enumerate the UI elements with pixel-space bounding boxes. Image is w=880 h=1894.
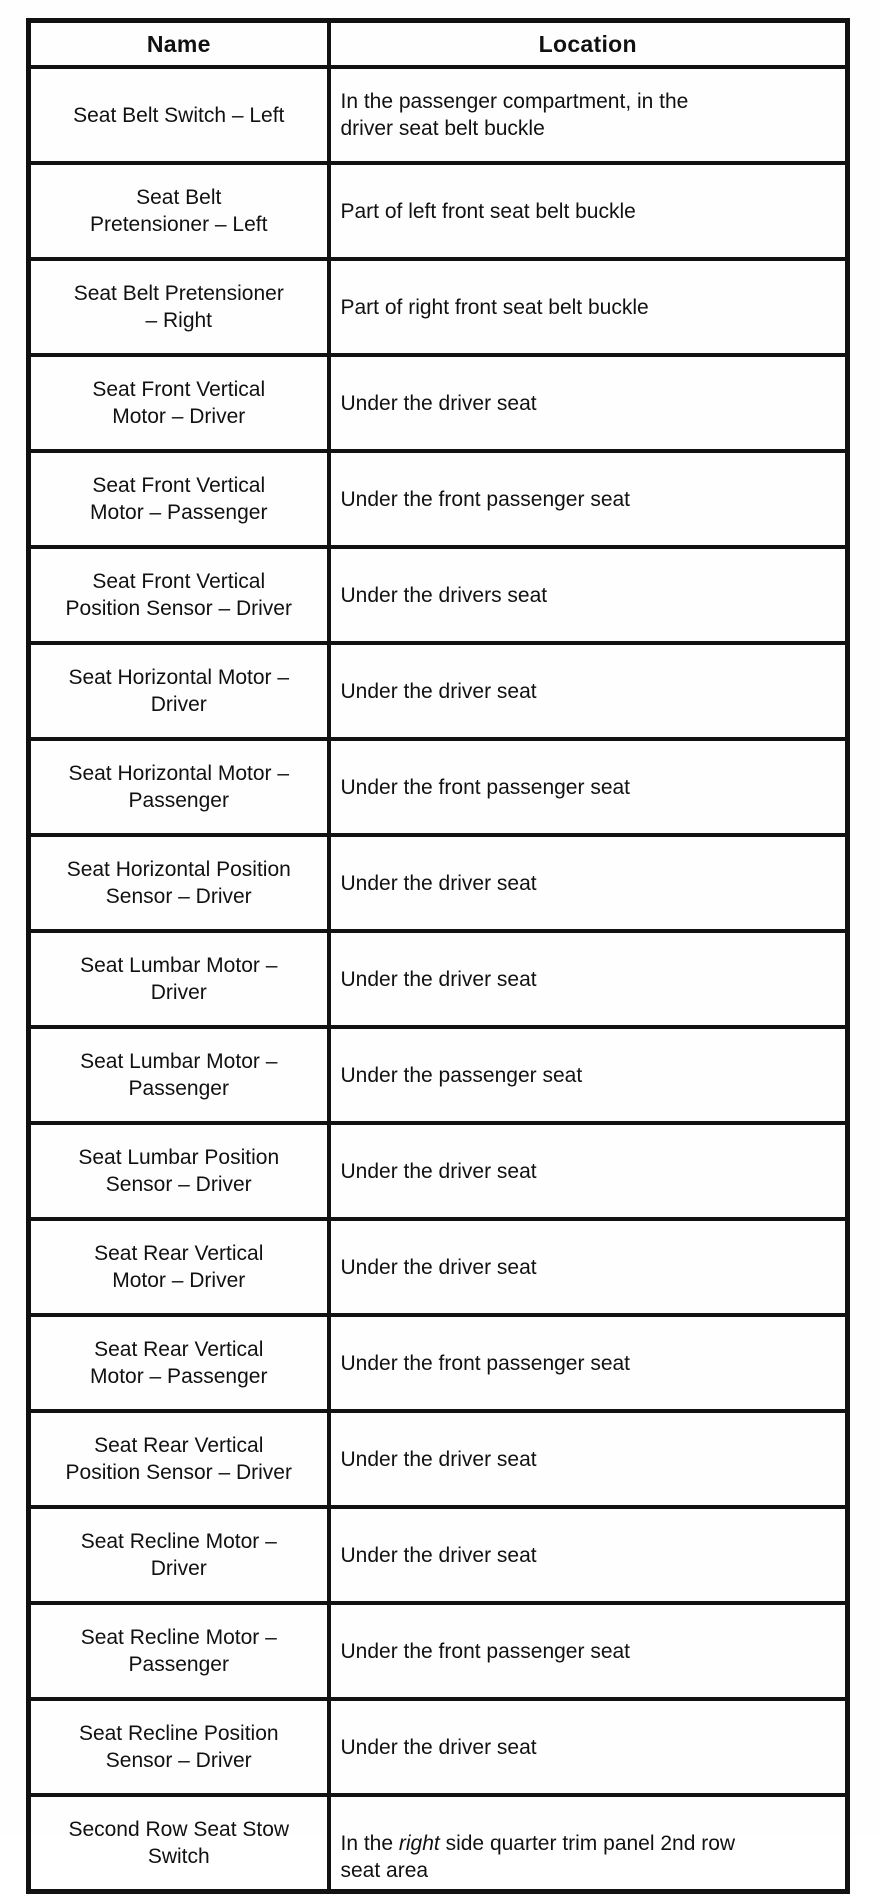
component-location-table <box>26 18 850 1894</box>
component-location-cell <box>329 1795 848 1892</box>
table-row <box>29 1603 848 1699</box>
table-row <box>29 739 848 835</box>
component-name-cell: Seat Lumbar Motor – Passenger <box>29 1027 329 1123</box>
table-row <box>29 547 848 643</box>
component-name-cell: Seat Belt Pretensioner – Left <box>29 163 329 259</box>
component-name-cell: Seat Recline Motor – Passenger <box>29 1603 329 1699</box>
table-row <box>29 163 848 259</box>
table-row <box>29 1795 848 1892</box>
column-header-name: Name <box>29 21 329 68</box>
table-row <box>29 355 848 451</box>
component-location-cell: Part of left front seat belt buckle <box>329 163 848 259</box>
component-name-cell: Seat Front Vertical Motor – Driver <box>29 355 329 451</box>
component-name-cell: Seat Lumbar Motor – Driver <box>29 931 329 1027</box>
component-name-cell: Seat Rear Vertical Motor – Driver <box>29 1219 329 1315</box>
component-location-cell: Under the front passenger seat <box>329 1315 848 1411</box>
table-row <box>29 643 848 739</box>
location-text-part: side quarter trim panel 2nd row seat area <box>340 1831 736 1882</box>
component-name-cell: Seat Horizontal Position Sensor – Driver <box>29 835 329 931</box>
header-row <box>29 21 848 68</box>
component-location-cell: Under the front passenger seat <box>329 451 848 547</box>
table-row <box>29 931 848 1027</box>
component-location-cell: Under the driver seat <box>329 355 848 451</box>
component-name-cell: Seat Recline Motor – Driver <box>29 1507 329 1603</box>
component-name-cell: Seat Rear Vertical Motor – Passenger <box>29 1315 329 1411</box>
component-name-cell: Seat Belt Switch – Left <box>29 67 329 163</box>
column-header-location: Location <box>329 21 848 68</box>
table-row <box>29 1219 848 1315</box>
location-text-part: In the <box>340 1831 399 1855</box>
component-name-cell: Seat Front Vertical Motor – Passenger <box>29 451 329 547</box>
component-name-cell: Seat Horizontal Motor – Passenger <box>29 739 329 835</box>
table-row <box>29 1699 848 1795</box>
table-row <box>29 451 848 547</box>
table-row <box>29 1507 848 1603</box>
table-row <box>29 259 848 355</box>
component-name-cell: Seat Front Vertical Position Sensor – Driver <box>29 547 329 643</box>
component-location-cell: Part of right front seat belt buckle <box>329 259 848 355</box>
component-name-cell: Seat Recline Position Sensor – Driver <box>29 1699 329 1795</box>
table-row <box>29 835 848 931</box>
component-location-cell: Under the drivers seat <box>329 547 848 643</box>
component-name-cell: Seat Lumbar Position Sensor – Driver <box>29 1123 329 1219</box>
component-location-cell: Under the driver seat <box>329 1699 848 1795</box>
table-row <box>29 1027 848 1123</box>
component-location-cell: Under the driver seat <box>329 643 848 739</box>
table-row <box>29 67 848 163</box>
component-location-cell: Under the passenger seat <box>329 1027 848 1123</box>
location-italic-word: right <box>398 1831 440 1855</box>
component-name-cell: Seat Belt Pretensioner – Right <box>29 259 329 355</box>
component-location-cell: Under the front passenger seat <box>329 1603 848 1699</box>
component-name-cell: Second Row Seat Stow Switch <box>29 1795 329 1892</box>
component-name-cell: Seat Rear Vertical Position Sensor – Driver <box>29 1411 329 1507</box>
component-location-cell: Under the front passenger seat <box>329 739 848 835</box>
component-location-cell: Under the driver seat <box>329 1507 848 1603</box>
table-row <box>29 1123 848 1219</box>
table-row <box>29 1411 848 1507</box>
component-location-cell: Under the driver seat <box>329 835 848 931</box>
component-location-cell: Under the driver seat <box>329 1219 848 1315</box>
component-name-cell: Seat Horizontal Motor – Driver <box>29 643 329 739</box>
component-location-cell: Under the driver seat <box>329 931 848 1027</box>
component-location-cell: Under the driver seat <box>329 1411 848 1507</box>
component-location-cell: In the passenger compartment, in the driver seat belt buckle <box>329 67 848 163</box>
table-row <box>29 1315 848 1411</box>
component-location-cell: Under the driver seat <box>329 1123 848 1219</box>
